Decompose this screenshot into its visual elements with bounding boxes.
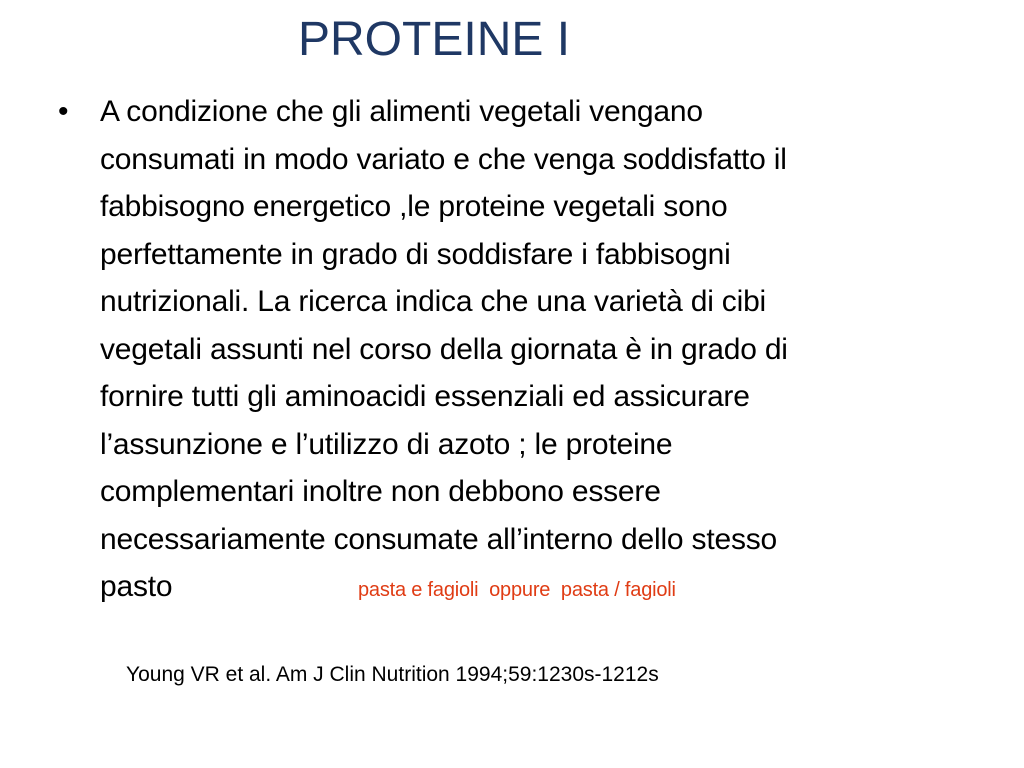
red-note: pasta e fagioli oppure pasta / fagioli <box>358 579 676 601</box>
body-line-4: perfettamente in grado di soddisfare i fabbisogni <box>100 237 731 271</box>
bullet-text <box>100 88 958 615</box>
slide-title: PROTEINE I <box>298 13 571 66</box>
body-line-9: complementari inoltre non debbono essere <box>100 475 661 508</box>
body-line-3: fabbisogno energetico ,le proteine vegetali sono <box>100 190 728 223</box>
bullet-item <box>58 88 958 615</box>
body-line-11 <box>100 563 958 615</box>
bullet-dot-icon: • <box>58 95 69 128</box>
citation: Young VR et al. Am J Clin Nutrition 1994;59:1230s-1212s <box>126 663 659 686</box>
body-line-5: nutrizionali. La ricerca indica che una varietà di cibi <box>100 285 767 318</box>
last-word: pasto <box>100 570 173 603</box>
body-line-10: necessariamente consumate all’interno dello stesso <box>100 522 778 556</box>
body-line-6: vegetali assunti nel corso della giornata è in grado di <box>100 332 788 366</box>
body-line-7: fornire tutti gli aminoacidi essenziali ed assicurare <box>100 380 750 413</box>
body-line-1: A condizione che gli alimenti vegetali vengano <box>100 95 703 128</box>
body-line-8: l’assunzione e l’utilizzo di azoto ; le proteine <box>100 427 673 461</box>
body-line-2: consumati in modo variato e che venga soddisfatto il <box>100 142 787 176</box>
